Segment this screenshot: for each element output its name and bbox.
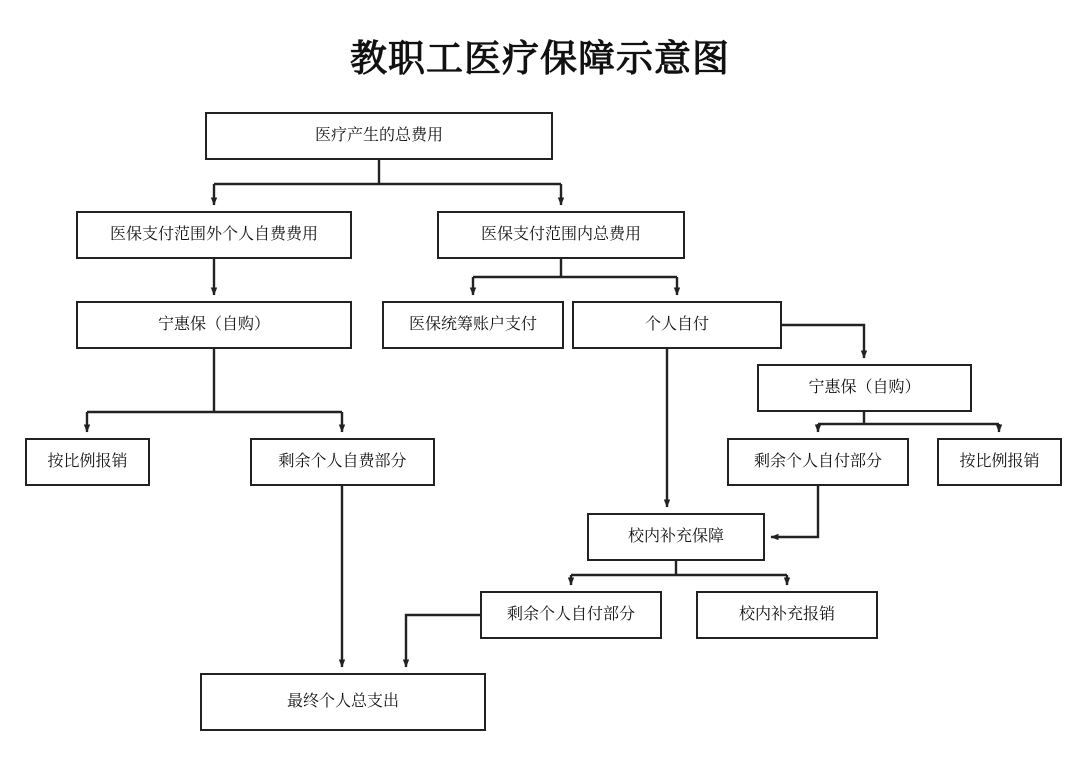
page-title: 教职工医疗保障示意图 (350, 38, 730, 79)
node-out-of-scope-cost[interactable]: 医保支付范围外个人自费费用 (76, 211, 352, 259)
node-total-cost[interactable]: 医疗产生的总费用 (205, 112, 553, 160)
node-remaining-self-pay[interactable]: 剩余个人自付部分 (727, 438, 909, 486)
node-ninghuibao-right[interactable]: 宁惠保（自购） (757, 364, 972, 412)
node-reimburse-by-ratio-left[interactable]: 按比例报销 (25, 438, 150, 486)
node-remaining-self-cost[interactable]: 剩余个人自费部分 (250, 438, 435, 486)
node-final-total-expense[interactable]: 最终个人总支出 (200, 673, 486, 731)
node-ninghuibao-left[interactable]: 宁惠保（自购） (76, 301, 352, 349)
node-self-pay[interactable]: 个人自付 (572, 301, 782, 349)
node-campus-reimbursement[interactable]: 校内补充报销 (696, 591, 878, 639)
node-campus-supplement[interactable]: 校内补充保障 (587, 513, 765, 561)
edge-selfpay-to-ninghuibao-right (782, 325, 864, 358)
node-remaining-self-pay-final[interactable]: 剩余个人自付部分 (480, 591, 662, 639)
edge-remaining2-to-final (406, 615, 480, 667)
node-pooled-account-payment[interactable]: 医保统筹账户支付 (382, 301, 564, 349)
node-in-scope-total[interactable]: 医保支付范围内总费用 (437, 211, 685, 259)
edge-remaining-selfpay-to-campus (771, 486, 818, 537)
node-reimburse-by-ratio-right[interactable]: 按比例报销 (937, 438, 1062, 486)
